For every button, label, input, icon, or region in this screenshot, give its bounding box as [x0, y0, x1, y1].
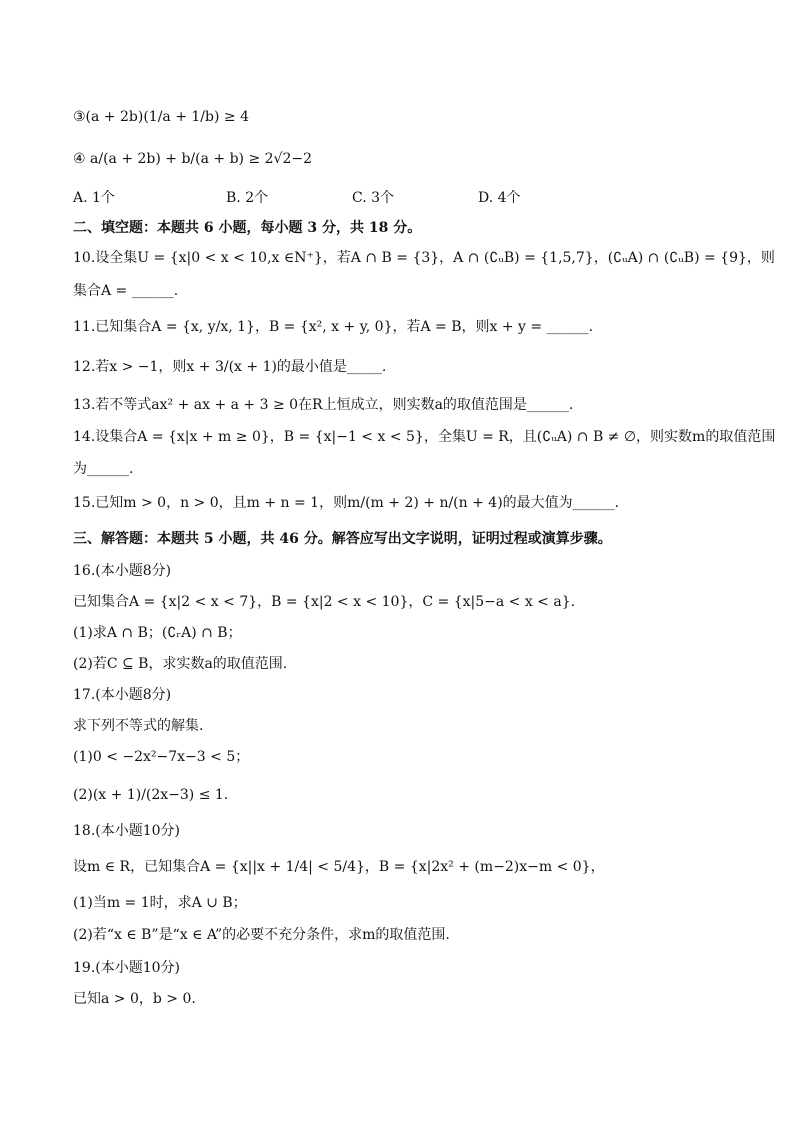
- question-16-heading: 16.(本小题8分): [73, 563, 172, 579]
- question-15: 15.已知m > 0，n > 0，且m + n = 1，则m/(m + 2) + n/(n + 4)的最大值为______.: [73, 495, 620, 511]
- question-17-part2: (2)(x + 1)/(2x−3) ≤ 1.: [73, 787, 229, 803]
- option-c: C. 3个: [352, 190, 395, 206]
- option-d: D. 4个: [478, 190, 521, 206]
- question-11: 11.已知集合A = {x, y/x, 1}，B = {x², x + y, 0}，若A = B，则x + y = ______.: [73, 319, 594, 335]
- item-9-3: ③(a + 2b)(1/a + 1/b) ≥ 4: [73, 109, 249, 125]
- question-18-body: 设m ∈ R，已知集合A = {x||x + 1/4| < 5/4}，B = {x|2x² + (m−2)x−m < 0}，: [73, 859, 605, 875]
- question-17-part1: (1)0 < −2x²−7x−3 < 5；: [73, 749, 250, 765]
- option-b: B. 2个: [226, 190, 269, 206]
- question-17-heading: 17.(本小题8分): [73, 687, 172, 703]
- question-14-line1: 14.设集合A = {x|x + m ≥ 0}，B = {x|−1 < x < 5}，全集U = R，且(∁ᵤA) ∩ B ≠ ∅，则实数m的取值范围: [73, 429, 776, 445]
- question-10-line1: 10.设全集U = {x|0 < x < 10,x ∈N⁺}，若A ∩ B = {3}，A ∩ (∁ᵤB) = {1,5,7}，(∁ᵤA) ∩ (∁ᵤB) = {9}，则: [73, 250, 775, 266]
- section-answer-heading: 三、解答题：本题共 5 小题，共 46 分。解答应写出文字说明，证明过程或演算步骤。: [73, 531, 612, 547]
- question-16-part2: (2)若C ⊆ B，求实数a的取值范围.: [73, 656, 288, 672]
- question-13: 13.若不等式ax² + ax + a + 3 ≥ 0在R上恒成立，则实数a的取值范围是______.: [73, 397, 574, 413]
- option-a: A. 1个: [73, 190, 115, 206]
- section-fill-blank-heading: 二、填空题：本题共 6 小题，每小题 3 分，共 18 分。: [73, 220, 422, 236]
- question-19-body: 已知a > 0，b > 0.: [73, 991, 196, 1007]
- question-18-heading: 18.(本小题10分): [73, 823, 181, 839]
- question-19-heading: 19.(本小题10分): [73, 960, 181, 976]
- question-17-body: 求下列不等式的解集.: [73, 718, 204, 734]
- question-16-part1: (1)求A ∩ B；(∁ᵣA) ∩ B；: [73, 625, 242, 641]
- question-10-line2: 集合A = ______.: [73, 283, 179, 299]
- question-18-part1: (1)当m = 1时，求A ∪ B；: [73, 895, 247, 911]
- question-14-line2: 为______.: [73, 461, 134, 477]
- question-12: 12.若x > −1，则x + 3/(x + 1)的最小值是_____.: [73, 359, 387, 375]
- question-16-body: 已知集合A = {x|2 < x < 7}，B = {x|2 < x < 10}，C = {x|5−a < x < a}.: [73, 594, 576, 610]
- item-9-4: ④ a/(a + 2b) + b/(a + b) ≥ 2√2−2: [73, 151, 313, 167]
- question-18-part2: (2)若“x ∈ B”是“x ∈ A”的必要不充分条件，求m的取值范围.: [73, 927, 450, 943]
